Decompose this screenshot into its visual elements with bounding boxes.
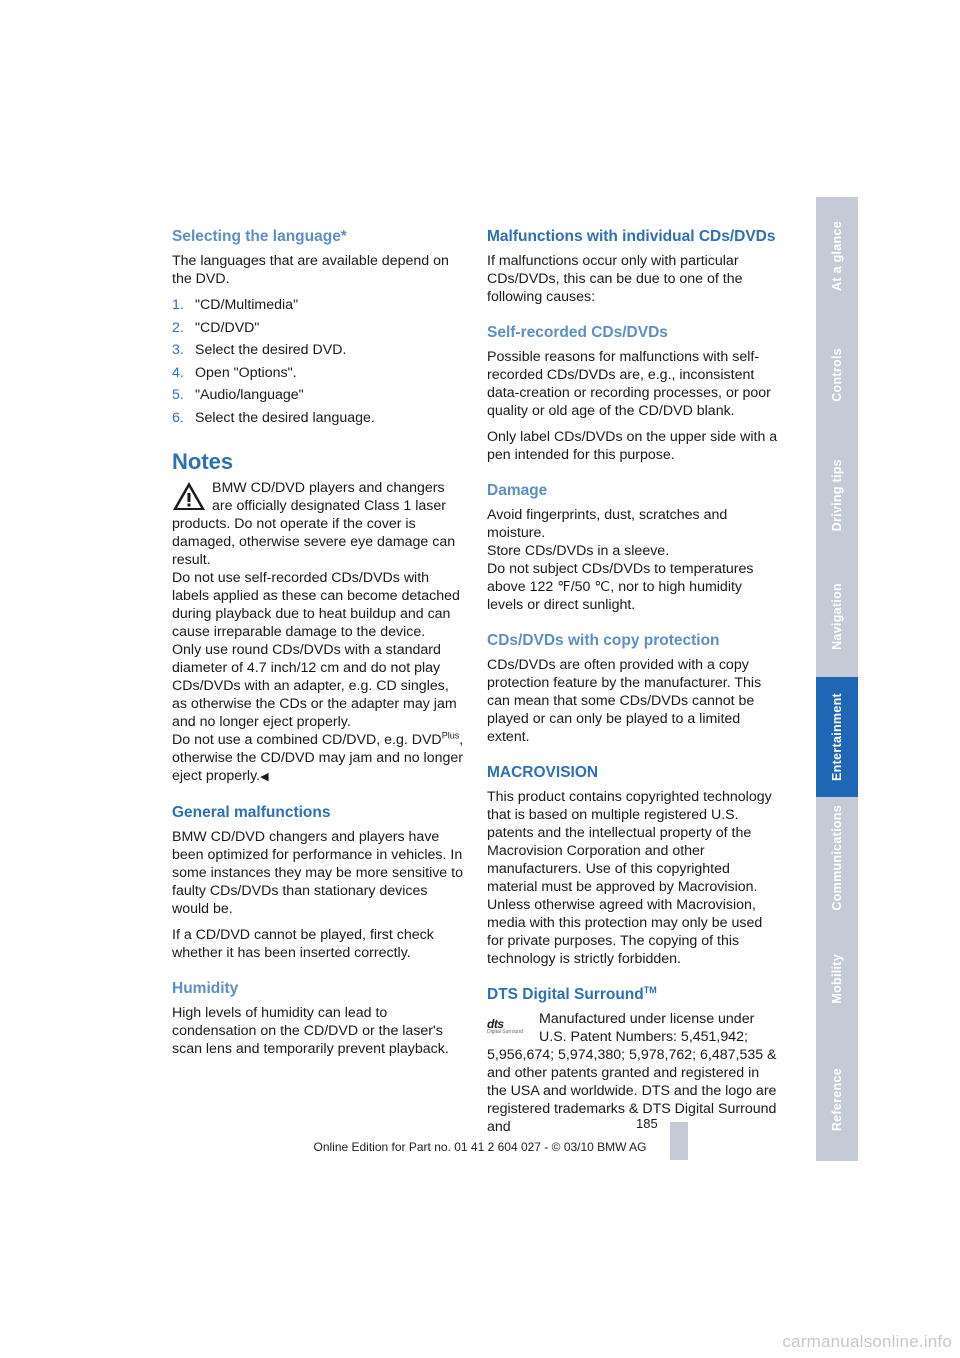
page-number: 185 — [636, 1116, 658, 1131]
step-item: 6. Select the desired language. — [172, 409, 375, 426]
step-item: 5. "Audio/language" — [172, 387, 304, 403]
language-intro: The languages that are available depend on the DVD. — [172, 253, 449, 287]
tab-mobility[interactable]: Mobility — [816, 919, 858, 1041]
step-item: 2. "CD/DVD" — [172, 319, 260, 336]
malfunctions-paragraph: If malfunctions occur only with particular CDs/DVDs, this can be due to one of the following causes: — [487, 253, 743, 305]
damage-paragraph: Avoid fingerprints, dust, scratches and moisture. — [487, 507, 728, 541]
dts-logo: dts Digital Surround — [487, 1017, 523, 1035]
damage-paragraph: Do not subject CDs/DVDs to temperatures above 122 ℉/50 ℃, nor to high humidity levels or direct sunlight. — [487, 561, 754, 613]
section-sidebar — [816, 197, 858, 1161]
notes-heading: Notes — [172, 448, 234, 474]
note-paragraph: Do not use a combined CD/DVD, e.g. $DVD^{Plus}$, otherwise the CD/DVD may jam and no longer eject properly.◀ — [172, 729, 464, 784]
tab-reference[interactable]: Reference — [816, 1039, 858, 1161]
note-paragraph: Only use round CDs/DVDs with a standard diameter of 4.7 inch/12 cm and do not play CDs/DVDs with an adapter, e.g. CD singles, as otherwise the CDs or the adapter may jam and no longer eject properly. — [172, 641, 457, 730]
tab-navigation[interactable]: Navigation — [816, 555, 858, 679]
copy-protection-heading: CDs/DVDs with copy protection — [487, 632, 720, 649]
humidity-heading: Humidity — [172, 979, 239, 997]
general-paragraph: BMW CD/DVD changers and players have been optimized for performance in vehicles. In some instances they may be more sensitive to faulty CDs/DVDs than stationary devices would be. — [172, 828, 463, 917]
macrovision-heading: MACROVISION — [487, 764, 599, 781]
tab-driving-tips[interactable]: Driving tips — [816, 435, 858, 557]
warning-text: BMW CD/DVD players and changers are officially designated Class 1 laser products. Do not operate if the cover is damaged, otherwise severe eye damage can result. — [172, 479, 456, 568]
self-recorded-paragraph: Possible reasons for malfunctions with self-recorded CDs/DVDs are, e.g., inconsistent data-creation or recording processes, or poor quality or old age of the CD/DVD blank. — [487, 349, 771, 419]
note-paragraph: Do not use self-recorded CDs/DVDs with labels applied as these can become detached during playback due to heat buildup and can cause irreparable damage to the device. — [172, 569, 460, 640]
macrovision-paragraph: This product contains copyrighted technology that is based on multiple registered U.S. patents and the intellectual property of the Macrovision Corporation and other manufacturers. Use of this copyrighted material must be approved by Macrovision. Unless otherwise agreed with Macrovision, media with this protection may only be used for private purposes. The copying of this technology is strictly forbidden. — [487, 789, 772, 967]
general-malfunctions-heading: General malfunctions — [172, 803, 331, 821]
self-recorded-paragraph: Only label CDs/DVDs on the upper side with a pen intended for this purpose. — [487, 429, 778, 463]
step-item: 1. "CD/Multimedia" — [172, 297, 299, 313]
step-item: 3. Select the desired DVD. — [172, 342, 347, 358]
self-recorded-heading: Self-recorded CDs/DVDs — [487, 324, 668, 341]
end-mark: ◀ — [260, 770, 269, 783]
dts-paragraph: Manufactured under license under U.S. Patent Numbers: 5,451,942; 5,956,674; 5,974,380; 5,978,762; 6,487,535 & and other patents granted and registered in the USA and worldwide. DTS and the logo are registered trademarks & DTS Digital Surround and — [487, 1011, 777, 1135]
left-column — [172, 228, 464, 1066]
humidity-paragraph: High levels of humidity can lead to condensation on the CD/DVD or the laser's scan lens and temporarily prevent playback. — [172, 1004, 449, 1057]
tab-controls[interactable]: Controls — [816, 315, 858, 437]
damage-paragraph: Store CDs/DVDs in a sleeve. — [487, 543, 670, 559]
right-column — [487, 228, 779, 1144]
dts-heading: DTS Digital Surround™ — [487, 984, 657, 1003]
damage-heading: Damage — [487, 482, 548, 499]
watermark: carmanualsonline.info — [782, 1332, 952, 1351]
copy-protection-paragraph: CDs/DVDs are often provided with a copy protection feature by the manufacturer. This can mean that some CDs/DVDs cannot be played or can only be played to a limited extent. — [487, 657, 762, 745]
tab-communications[interactable]: Communications — [816, 797, 858, 921]
malfunctions-individual-heading: Malfunctions with individual CDs/DVDs — [487, 228, 776, 245]
language-steps — [172, 296, 464, 427]
dts-section — [487, 1010, 779, 1136]
tab-at-a-glance[interactable]: At a glance — [816, 197, 858, 317]
laser-warning — [172, 479, 464, 569]
step-item: 4. Open "Options". — [172, 364, 297, 381]
selecting-language-heading: Selecting the language* — [172, 228, 347, 245]
tab-entertainment[interactable]: Entertainment — [816, 677, 858, 799]
general-paragraph: If a CD/DVD cannot be played, first check whether it has been inserted correctly. — [172, 926, 434, 961]
footer-edition: Online Edition for Part no. 01 41 2 604 027 - © 03/10 BMW AG — [313, 1140, 647, 1154]
warning-triangle-icon — [172, 481, 206, 511]
